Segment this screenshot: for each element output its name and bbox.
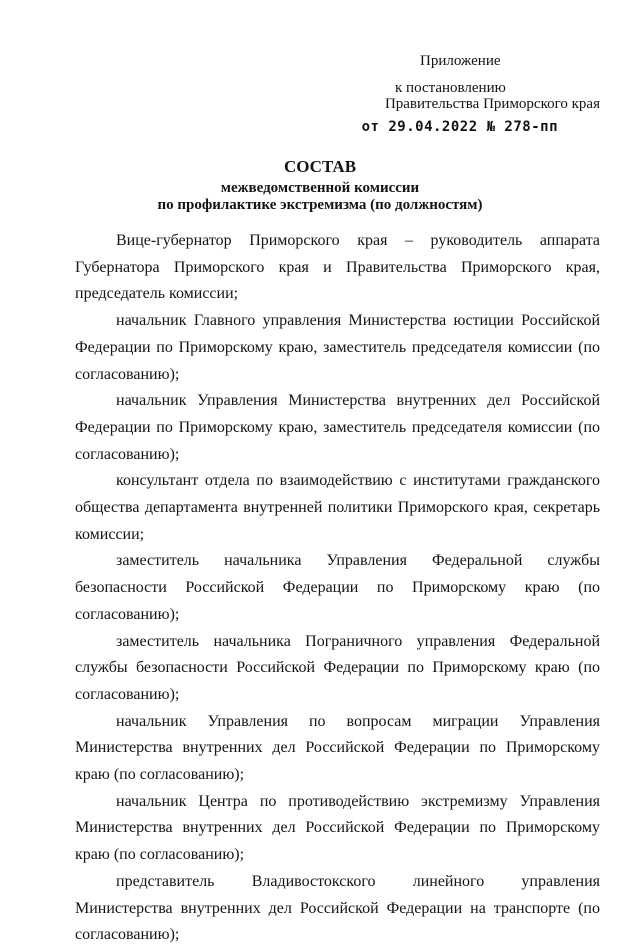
member-item: начальник Главного управления Министерства юстиции Российской Федерации по Приморскому краю, заместитель председателя комиссии (по согласованию); [75, 312, 600, 383]
member-item: заместитель начальника Пограничного управления Федеральной службы безопасности Российской Федерации по Приморскому краю (по согласованию); [75, 632, 600, 703]
decree-date-number: от 29.04.2022 № 278-пп [361, 119, 558, 135]
member-item: начальник Управления по вопросам миграции Управления Министерства внутренних дел Российской Федерации по Приморскому краю (по согласованию); [75, 712, 600, 784]
member-item: консультант отдела по взаимодействию с институтами гражданского общества департамента внутренней политики Приморского края, секретарь комиссии; [75, 472, 600, 543]
document-subtitle-line2: по профилактике экстремизма (по должностям) [157, 197, 483, 213]
member-item: Вице-губернатор Приморского края – руководитель аппарата Губернатора Приморского края и Правительства Приморского края, председатель комиссии; [75, 232, 600, 303]
to-decree-label: к постановлению [395, 80, 506, 96]
document-title: СОСТАВ [283, 157, 357, 176]
member-item: начальник Центра по противодействию экстремизму Управления Министерства внутренних дел Российской Федерации по Приморскому краю (по согласованию); [75, 792, 600, 864]
appendix-label: Приложение [420, 53, 501, 69]
government-label: Правительства Приморского края [384, 96, 600, 112]
member-item: заместитель начальника Управления Федеральной службы безопасности Российской Федерации по Приморскому краю (по согласованию); [75, 552, 600, 623]
member-item: представитель Владивостокского линейного управления Министерства внутренних дел Российской Федерации на транспорте (по согласованию); [75, 872, 600, 944]
member-item: начальник Управления Министерства внутренних дел Российской Федерации по Приморскому краю, заместитель председателя комиссии (по согласованию); [75, 392, 600, 463]
members-list [75, 228, 600, 949]
document-subtitle-line1: межведомственной комиссии [220, 180, 420, 196]
